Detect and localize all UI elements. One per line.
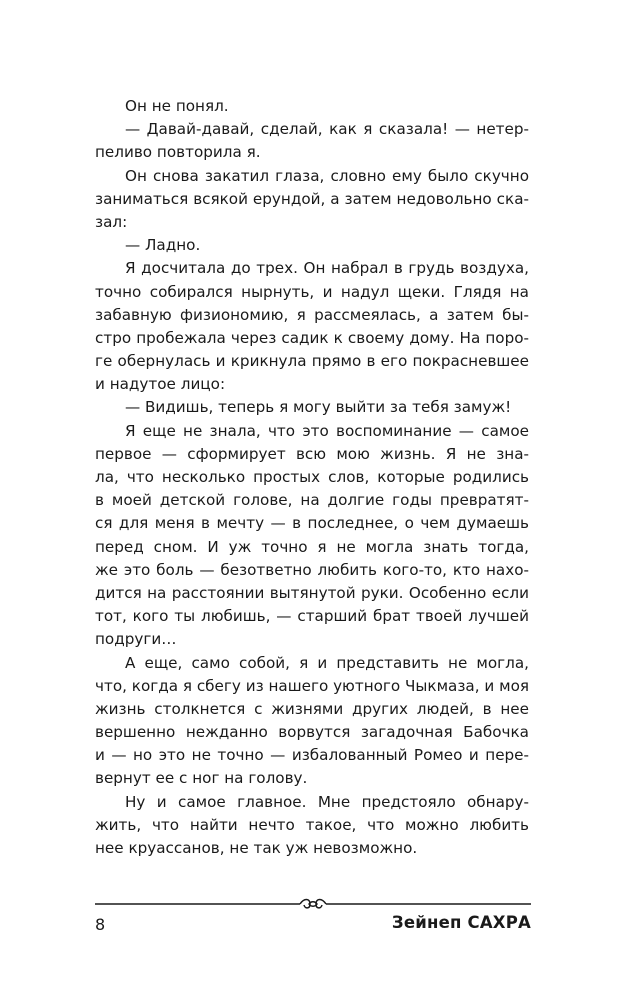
text-line: А еще, само собой, я и представить не могла, xyxy=(125,653,529,672)
text-line: Он снова закатил глаза, словно ему было скучно xyxy=(125,166,529,185)
text-line: тот, кого ты любишь, — старший брат твоей лучшей xyxy=(95,607,529,626)
text-line: вершенно нежданно ворвутся загадочная Бабочка xyxy=(95,723,529,742)
text-line: Я досчитала до трех. Он набрал в грудь воздуха, xyxy=(125,259,529,278)
text-line: подруги… xyxy=(95,630,177,649)
text-line: точно собирался нырнуть, и надул щеки. Глядя на xyxy=(95,282,529,301)
text-line: забавную физиономию, я рассмеялась, а затем бы- xyxy=(95,305,529,324)
text-line: вернут ее с ног на голову. xyxy=(95,769,308,788)
text-line: и надутое лицо: xyxy=(95,375,226,394)
ornament-icon xyxy=(300,900,326,908)
text-line: пеливо повторила я. xyxy=(95,143,261,162)
text-line: же это боль — безответно любить кого-то, кто нахо- xyxy=(95,560,529,579)
text-line: — Давай-давай, сделай, как я сказала! — нетер- xyxy=(125,120,529,139)
text-line: заниматься всякой ерундой, а затем недовольно ска- xyxy=(95,189,529,208)
text-line: Ну и самое главное. Мне предстояло обнару- xyxy=(125,792,529,811)
text-line: первое — сформирует всю мою жизнь. Я не зна- xyxy=(95,444,529,463)
text-line: зал: xyxy=(95,212,128,231)
text-line: дится на расстоянии вытянутой руки. Особенно если xyxy=(95,583,529,602)
text-line: перед сном. И уж точно я не могла знать тогда, xyxy=(95,537,529,556)
text-line: ся для меня в мечту — в последнее, о чем думаешь xyxy=(95,514,529,533)
page-body xyxy=(95,95,529,860)
text-line: Он не понял. xyxy=(125,97,229,115)
text-line: что, когда я сбегу из нашего уютного Чыкмаза, и моя xyxy=(95,676,529,695)
text-line: — Ладно. xyxy=(125,236,201,255)
page-number: 8 xyxy=(95,915,106,934)
text-line: ла, что несколько простых слов, которые родились xyxy=(95,468,529,486)
running-head: Зейнеп САХРА xyxy=(391,913,531,932)
text-line: Я еще не знала, что это воспоминание — самое xyxy=(125,421,529,440)
text-line: в моей детской голове, на долгие годы превратят- xyxy=(95,491,529,510)
text-line: — Видишь, теперь я могу выйти за тебя замуж! xyxy=(125,398,512,417)
text-line: стро пробежала через садик к своему дому. На поро- xyxy=(95,328,529,347)
text-line: и — но это не точно — избалованный Ромео и пере- xyxy=(95,746,529,765)
text-line: жить, что найти нечто такое, что можно любить xyxy=(95,815,529,834)
text-line: ге обернулась и крикнула прямо в его покрасневшее xyxy=(95,352,529,371)
text-line: нее круассанов, не так уж невозможно. xyxy=(95,839,418,857)
text-line: жизнь столкнется с жизнями других людей, в нее xyxy=(95,699,529,718)
footer-divider xyxy=(95,894,531,914)
